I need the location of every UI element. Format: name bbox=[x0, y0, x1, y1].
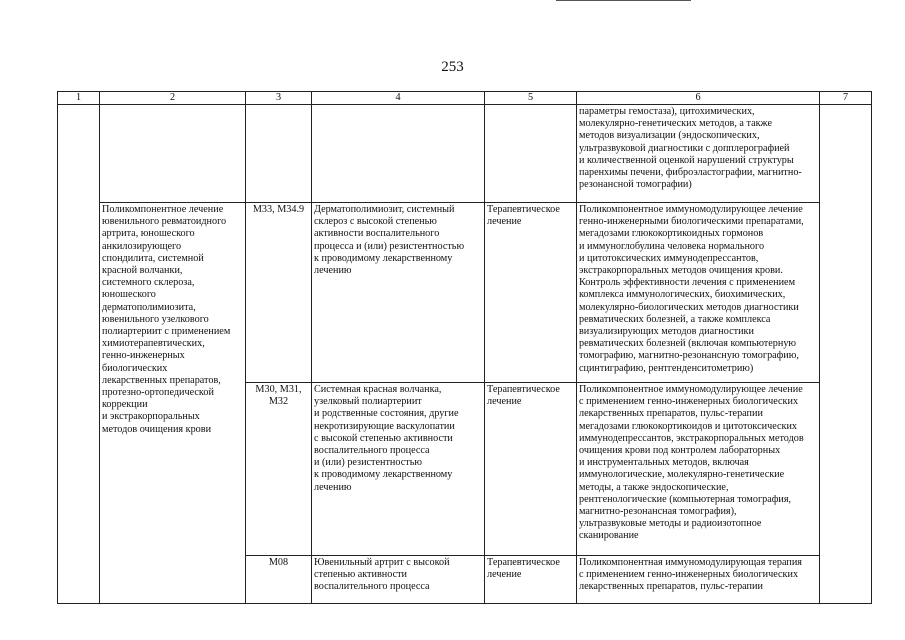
text-line: паренхимы печени, фиброэластографии, магнитно- bbox=[579, 167, 802, 179]
text-line: генно-инженерных bbox=[102, 350, 185, 362]
text-line: дерматополимиозита, bbox=[102, 301, 196, 313]
text-line: к проводимому лекарственному bbox=[314, 469, 453, 481]
text-line: Контроль эффективности лечения с применением bbox=[579, 277, 796, 289]
text-line: лекарственных препаратов, bbox=[102, 374, 221, 386]
text-line: магнитно-резонансная томография), bbox=[579, 506, 737, 518]
header-cell-3: 3 bbox=[246, 92, 312, 105]
text-line: и цитотоксических иммунодепрессантов, bbox=[579, 252, 759, 264]
text-line: параметры гемостаза), цитохимических, bbox=[579, 106, 755, 117]
text-line: Системная красная волчанка, bbox=[314, 384, 442, 395]
treatment-method-cell bbox=[577, 383, 820, 556]
text-line: методы, а также эндоскопические, bbox=[579, 481, 729, 493]
table-row-continuation bbox=[58, 105, 872, 203]
treatment-type-cell bbox=[485, 556, 577, 604]
text-line: сканирование bbox=[579, 530, 639, 542]
diagnosis-cell bbox=[312, 556, 485, 604]
text-line: Ювенильный артрит с высокой bbox=[314, 557, 450, 568]
text-line: спондилита, системной bbox=[102, 252, 204, 264]
header-cell-1: 1 bbox=[58, 92, 100, 105]
text-line: ревматических болезней, а также комплекса bbox=[579, 313, 771, 325]
icd-code-cell bbox=[246, 203, 312, 383]
text-line: сцинтиграфию, рентгенденситометрию) bbox=[579, 362, 754, 374]
text-line: красной волчанки, bbox=[102, 265, 183, 277]
text-line: ювенильного ревматоидного bbox=[102, 216, 227, 228]
method-cell-continuation bbox=[577, 105, 820, 203]
diagnosis-cell bbox=[312, 203, 485, 383]
text-line: мегадозами глюкокортикоидных гормонов bbox=[579, 228, 764, 240]
text-line: полиартериит с применением bbox=[102, 326, 231, 338]
text-line: Терапевтическое bbox=[487, 384, 560, 395]
text-line: M08 bbox=[268, 557, 289, 568]
text-line: комплекса иммунологических, биохимических, bbox=[579, 289, 786, 301]
treatment-type-cell bbox=[485, 203, 577, 383]
text-line: некротизирующие васкулопатии bbox=[314, 420, 455, 432]
text-line: лекарственных препаратов, пульс-терапии bbox=[579, 581, 763, 593]
text-line: и (или) резистентностью bbox=[314, 457, 422, 469]
text-line: лечение bbox=[487, 216, 522, 228]
icd-code-cell bbox=[246, 383, 312, 556]
page-number: 253 bbox=[441, 59, 464, 75]
treatment-type-cell bbox=[485, 383, 577, 556]
text-line: M33, M34.9 bbox=[252, 204, 305, 215]
diagnosis-cell bbox=[312, 383, 485, 556]
text-line: Терапевтическое bbox=[487, 204, 560, 215]
text-line: протезно-ортопедической bbox=[102, 387, 214, 399]
text-line: методов визуализации (эндоскопических, bbox=[579, 130, 760, 142]
text-line: рентгенологические (компьютерная томография, bbox=[579, 493, 792, 505]
cell-col4-empty bbox=[312, 105, 485, 203]
top-rule bbox=[556, 0, 691, 1]
text-line: лечению bbox=[314, 265, 352, 277]
text-line: лекарственных препаратов, пульс-терапии bbox=[579, 408, 763, 420]
text-line: юношеского bbox=[102, 289, 156, 301]
text-line: с высокой степенью активности bbox=[314, 432, 453, 444]
text-line: и инструментальных методов, включая bbox=[579, 457, 749, 469]
icd-code-cell bbox=[246, 556, 312, 604]
text-line: степенью активности bbox=[314, 569, 408, 581]
text-line: анкилозирующего bbox=[102, 240, 182, 252]
text-line: молекулярно-биологических методов диагностики bbox=[579, 301, 799, 313]
medical-treatment-table bbox=[57, 91, 872, 604]
text-line: к проводимому лекарственному bbox=[314, 252, 453, 264]
text-line: воспалительного процесса bbox=[314, 445, 430, 457]
text-line: ревматических болезней (включая компьютерную bbox=[579, 338, 797, 350]
text-line: и экстракорпоральных bbox=[102, 411, 200, 423]
text-line: молекулярно-генетических методов, а также bbox=[579, 118, 772, 130]
text-line: склероз с высокой степенью bbox=[314, 216, 437, 228]
text-line: Поликомпонентная иммуномодулирующая терапия bbox=[579, 557, 802, 568]
text-line: воспалительного процесса bbox=[314, 581, 430, 593]
text-line: Терапевтическое bbox=[487, 557, 560, 568]
text-line: ультразвуковые методы и радиоизотопное bbox=[579, 518, 762, 530]
text-line: системного склероза, bbox=[102, 277, 195, 289]
text-line: и иммуноглобулина человека нормального bbox=[579, 240, 765, 252]
cell-col5-empty bbox=[485, 105, 577, 203]
text-line: ультразвуковой диагностики с допплерографией bbox=[579, 142, 790, 154]
text-line: томографию, магнитно-резонансную томографию, bbox=[579, 350, 799, 362]
text-line: лечению bbox=[314, 481, 352, 493]
text-line: с применением генно-инженерных биологических bbox=[579, 396, 799, 408]
text-line: лечение bbox=[487, 396, 522, 408]
text-line: и родственные состояния, другие bbox=[314, 408, 459, 420]
text-line: и количественной оценкой нарушений структуры bbox=[579, 154, 794, 166]
cell-col2-empty bbox=[100, 105, 246, 203]
text-line: артрита, юношеского bbox=[102, 228, 195, 240]
cell-col3-empty bbox=[246, 105, 312, 203]
cell-col1 bbox=[58, 105, 100, 604]
text-line: генно-инженерными биологическими препаратами, bbox=[579, 216, 804, 228]
text-line: очищения крови под контролем лабораторных bbox=[579, 445, 781, 457]
text-line: активности воспалительного bbox=[314, 228, 440, 240]
text-line: узелковый полиартериит bbox=[314, 396, 422, 408]
treatment-group-cell bbox=[100, 203, 246, 604]
text-line: лечение bbox=[487, 569, 522, 581]
text-line: методов очищения крови bbox=[102, 423, 212, 435]
text-line: коррекции bbox=[102, 399, 148, 411]
text-line: иммунодепрессантов, экстракорпоральных методов bbox=[579, 432, 804, 444]
text-line: резонансной томографии) bbox=[579, 179, 692, 191]
text-line: M30, M31, bbox=[255, 384, 302, 395]
text-line: Дерматополимиозит, системный bbox=[314, 204, 455, 215]
text-line: визуализирующих методов диагностики bbox=[579, 326, 754, 338]
header-row bbox=[58, 92, 872, 105]
cell-col7 bbox=[820, 105, 872, 604]
text-line: с применением генно-инженерных биологических bbox=[579, 569, 799, 581]
text-line: химиотерапевтических, bbox=[102, 338, 205, 350]
treatment-method-cell bbox=[577, 556, 820, 604]
text-line: Поликомпонентное лечение bbox=[102, 204, 224, 215]
header-cell-5: 5 bbox=[485, 92, 577, 105]
text-line: M32 bbox=[268, 396, 289, 408]
text-line: Поликомпонентное иммуномодулирующее лечение bbox=[579, 384, 803, 395]
text-line: иммунологические, молекулярно-генетические bbox=[579, 469, 785, 481]
text-line: биологических bbox=[102, 362, 168, 374]
header-cell-6: 6 bbox=[577, 92, 820, 105]
text-line: мегадозами глюкокортикоидов и цитотоксических bbox=[579, 420, 797, 432]
header-cell-2: 2 bbox=[100, 92, 246, 105]
header-cell-7: 7 bbox=[820, 92, 872, 105]
text-line: экстракорпоральных методов очищения крови. bbox=[579, 265, 783, 277]
text-line: Поликомпонентное иммуномодулирующее лечение bbox=[579, 204, 803, 215]
header-cell-4: 4 bbox=[312, 92, 485, 105]
table-row bbox=[58, 203, 872, 383]
treatment-method-cell bbox=[577, 203, 820, 383]
text-line: процесса и (или) резистентностью bbox=[314, 240, 465, 252]
text-line: ювенильного узелкового bbox=[102, 313, 209, 325]
